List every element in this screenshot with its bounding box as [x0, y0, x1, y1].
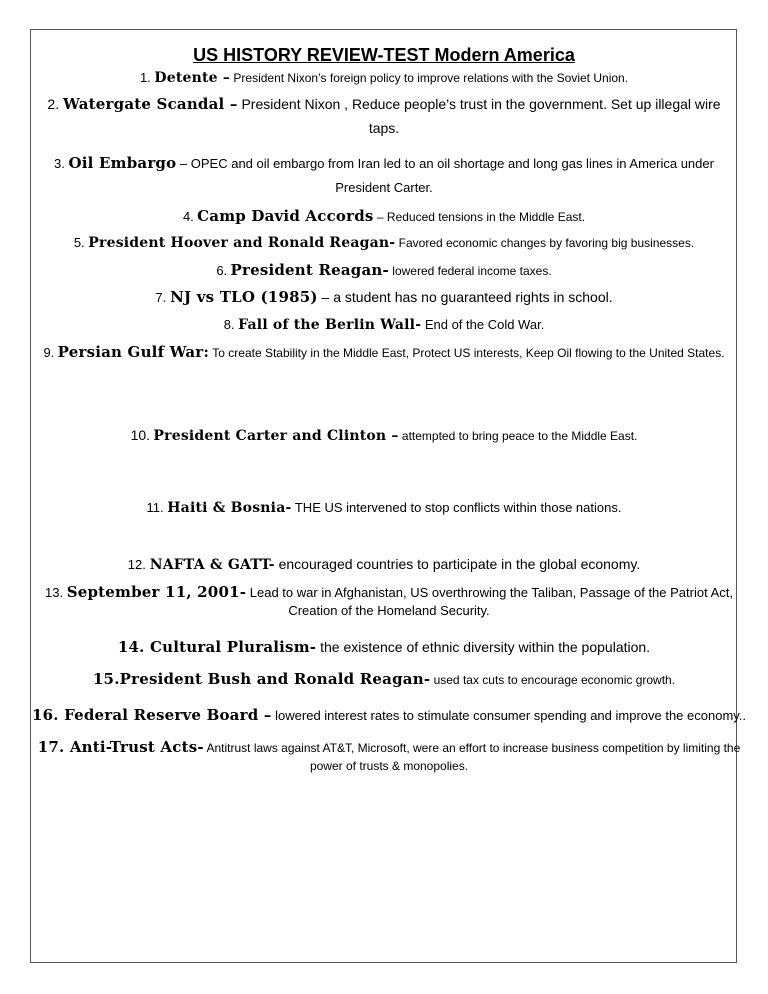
item-number: 13.: [44, 585, 64, 600]
page-title: US HISTORY REVIEW-TEST Modern America: [193, 45, 575, 65]
list-item: [40, 66, 728, 90]
item-description: Favored economic changes by favoring big businesses.: [395, 236, 695, 250]
list-item: [40, 92, 728, 140]
item-description: lowered interest rates to stimulate consumer spending and improve the economy..: [271, 708, 747, 723]
item-term: 14. Cultural Pluralism-: [117, 638, 317, 656]
item-number: 9.: [43, 345, 55, 360]
item-number: 1.: [139, 70, 151, 85]
item-description: End of the Cold War.: [421, 317, 545, 332]
item-description: THE US intervened to stop conflicts within those nations.: [291, 500, 622, 515]
item-term: NAFTA & GATT-: [149, 557, 275, 573]
item-term: Detente –: [154, 70, 231, 86]
list-item: [40, 635, 728, 659]
item-term: 17. Anti-Trust Acts-: [37, 738, 204, 756]
item-description: attempted to bring peace to the Middle East.: [398, 429, 638, 443]
list-item: [20, 706, 758, 725]
list-item: [40, 340, 728, 365]
item-term: Oil Embargo: [68, 154, 177, 172]
item-description: used tax cuts to encourage economic growth.: [430, 673, 676, 687]
item-number: 10.: [130, 427, 151, 443]
list-item: [40, 496, 728, 520]
item-description: Lead to war in Afghanistan, US overthrowing the Taliban, Passage of the Patriot Act, Creation of the Homeland Security.: [246, 585, 733, 618]
item-description: – Reduced tensions in the Middle East.: [373, 210, 586, 224]
item-term: 15.President Bush and Ronald Reagan-: [92, 670, 431, 688]
item-description: President Nixon’s foreign policy to improve relations with the Soviet Union.: [230, 71, 629, 85]
list-item: [40, 258, 728, 283]
list-item: [40, 423, 728, 448]
item-term: NJ vs TLO (1985): [170, 288, 318, 306]
item-term: President Reagan-: [230, 261, 389, 279]
item-description: To create Stability in the Middle East, Protect US interests, Keep Oil flowing to the United States.: [209, 346, 725, 360]
item-description: encouraged countries to participate in the global economy.: [274, 556, 641, 572]
item-number: 11.: [146, 500, 164, 515]
item-number: 5.: [73, 235, 85, 250]
item-term: Persian Gulf War:: [57, 343, 210, 361]
item-description: – OPEC and oil embargo from Iran led to an oil shortage and long gas lines in America under President Carter.: [176, 156, 714, 195]
item-description: Antitrust laws against AT&T, Microsoft, were an effort to increase business competition by limiting the power of trusts & monopolies.: [203, 741, 741, 773]
item-number: 3.: [54, 156, 65, 171]
item-term: September 11, 2001-: [66, 583, 247, 601]
item-number: 4.: [182, 209, 194, 224]
item-description: President Nixon , Reduce people’s trust in the government. Set up illegal wire taps.: [237, 96, 721, 136]
item-number: 12.: [127, 557, 146, 572]
item-term: 16. Federal Reserve Board –: [31, 706, 272, 724]
item-term: President Carter and Clinton –: [153, 428, 399, 444]
list-item: [20, 583, 758, 620]
item-term: Watergate Scandal –: [63, 95, 238, 113]
item-description: lowered federal income taxes.: [388, 264, 552, 278]
list-item: [40, 285, 728, 310]
item-number: 6.: [216, 263, 228, 278]
item-number: 2.: [47, 96, 60, 112]
item-term: President Hoover and Ronald Reagan-: [88, 235, 396, 251]
item-term: Haiti & Bosnia-: [167, 500, 292, 516]
list-item: [40, 667, 728, 692]
item-description: the existence of ethnic diversity within the population.: [316, 639, 651, 655]
item-description: – a student has no guaranteed rights in school.: [317, 289, 613, 305]
list-item: [40, 151, 728, 200]
list-item: [20, 738, 758, 775]
list-item: [40, 552, 728, 577]
list-item: [40, 231, 728, 255]
item-number: 8.: [223, 317, 235, 332]
item-term: Camp David Accords: [197, 207, 374, 225]
list-item: [40, 313, 728, 337]
item-term: Fall of the Berlin Wall-: [238, 317, 422, 333]
item-number: 7.: [155, 290, 167, 305]
list-item: [40, 204, 728, 229]
